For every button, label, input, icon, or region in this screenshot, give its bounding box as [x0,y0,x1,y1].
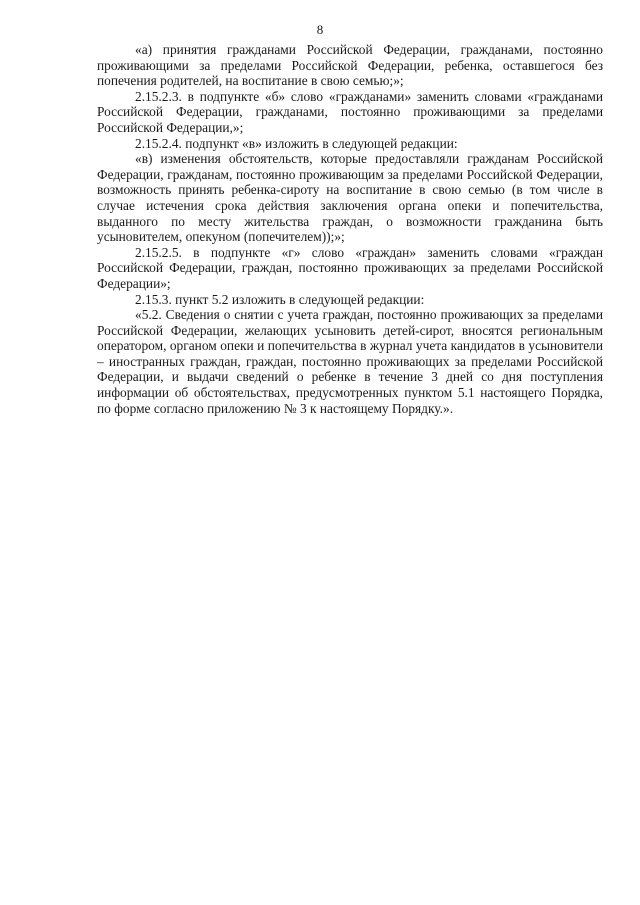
paragraph-subitem-v: «в) изменения обстоятельств, которые предоставляли гражданам Российской Федерации, гражданам, постоянно проживающим за пределами Российской Федерации, возможность принять ребенка-сироту на воспитание в свою семью (в том числе в случае истечения срока действия заключения органа опеки и попечительства, выданного по месту жительства граждан, о возможности гражданина быть усыновителем, опекуном (попечителем));»; [97,151,603,245]
paragraph-subitem-a: «а) принятия гражданами Российской Федерации, гражданами, постоянно проживающими за пределами Российской Федерации, ребенка, оставшегося без попечения родителей, на воспитание в свою семью;»; [97,42,603,89]
paragraph-2-15-2-4: 2.15.2.4. подпункт «в» изложить в следующей редакции: [135,135,458,151]
paragraph-item-5-2: «5.2. Сведения о снятии с учета граждан, постоянно проживающих за пределами Российской Федерации, желающих усыновить детей-сирот, вносятся региональным оператором, органом опеки и попечительства в журнал учета кандидатов в усыновители – иностранных граждан, граждан, постоянно проживающих за пределами Российской Федерации, и выдачи сведений о ребенке в течение 3 дней со дня поступления информации об обстоятельствах, предусмотренных пунктом 5.1 настоящего Порядка, по форме согласно приложению № 3 к настоящему Порядку.». [97,307,603,416]
paragraph-2-15-2-3: 2.15.2.3. в подпункте «б» слово «гражданами» заменить словами «гражданами Российской Федерации, гражданами, постоянно проживающими за пределами Российской Федерации,»; [97,88,603,135]
document-body [97,42,603,416]
paragraph-2-15-3: 2.15.3. пункт 5.2 изложить в следующей редакции: [135,291,425,307]
paragraph-2-15-2-5: 2.15.2.5. в подпункте «г» слово «граждан» заменить словами «граждан Российской Федерации, граждан, постоянно проживающих за пределами Российской Федерации»; [97,244,603,291]
page-number: 8 [316,22,324,37]
